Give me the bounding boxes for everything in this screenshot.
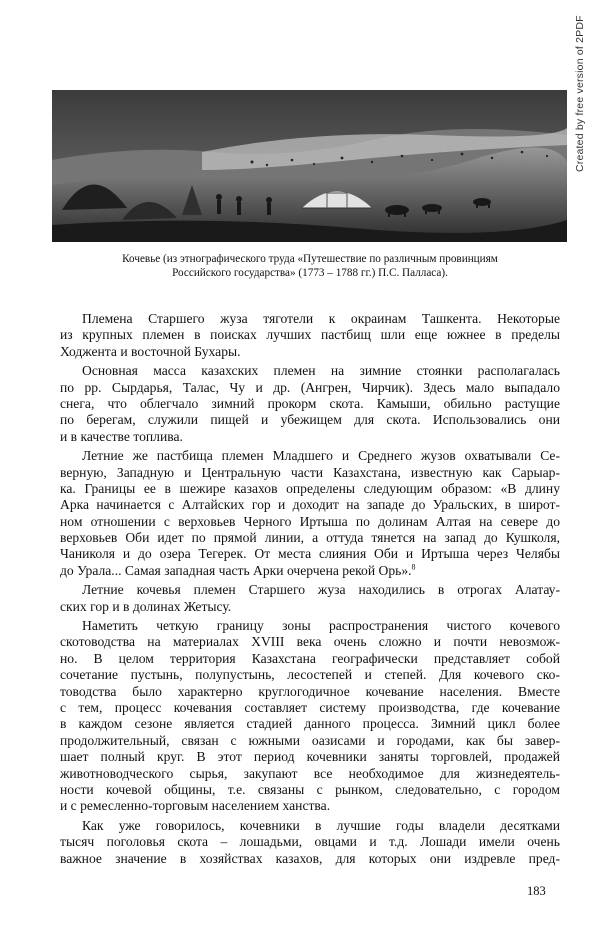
footnote-marker: 8 — [411, 562, 416, 572]
text-line: продолжительный, связан с южными оазисами и городами, как бы завер- — [60, 732, 560, 748]
text-line: животноводческого сырья, закупают все необходимое для жизнедеятель- — [60, 765, 560, 781]
text-line: верную, Западную и Центральную части Казахстана, известную как Сарыар- — [60, 464, 560, 480]
paragraph — [60, 363, 560, 445]
text-line: ка. Границы ее в шежире казахов определены следующим образом: «В длину — [60, 480, 560, 496]
nomad-camp-engraving — [52, 90, 567, 242]
text-line: товодства было характерно круглогодичное кочевание населения. Вместе — [60, 683, 560, 699]
text-line: ном отношении с верховьев Черного Иртыша по долинам Алтая на севере до — [60, 513, 560, 529]
text-line: шает полный круг. В этот период кочевники заняты торговлей, продажей — [60, 749, 560, 765]
text-line: Летние кочевья племен Старшего жуза находились в отрогах Алатау- — [82, 582, 560, 598]
page-number: 183 — [527, 884, 546, 898]
text-line: сочетание пустынь, полупустынь, лесостепей и степей. Для кочевого ско- — [60, 667, 560, 683]
text-line: ских гор и в долинах Жетысу. — [60, 598, 232, 614]
caption-line: Кочевье (из этнографического труда «Путешествие по различным провинциям — [122, 253, 498, 265]
paragraph — [60, 582, 560, 615]
text-line: тысяч поголовья скота – лошадьми, овцами и т.д. Лошади имели очень — [60, 834, 560, 850]
paragraph — [60, 618, 560, 815]
text-line: с тем, процесс кочевания составляет систему производства, где кочевание — [60, 699, 560, 715]
text-line: до Урала... Самая западная часть Арки очерчена рекой Орь».$^8$ — [60, 562, 416, 578]
text-line: по рр. Сырдарья, Талас, Чу и др. (Ангрен, Чирчик). Здесь мало выпадало — [60, 379, 560, 395]
caption-line: Российского государства» (1773 – 1788 гг.) П.С. Палласа). — [172, 267, 448, 279]
text-line: в каждом сезоне является стадией данного процесса. Зимний цикл более — [60, 716, 560, 732]
watermark-text: Created by free version of 2PDF — [574, 15, 586, 172]
text-line: Летние же пастбища племен Младшего и Среднего жузов охватывали Се- — [82, 448, 560, 464]
text-line: Племена Старшего жуза тяготели к окраинам Ташкента. Некоторые — [82, 311, 560, 326]
text-line: Ходжента и восточной Бухары. — [60, 343, 241, 359]
text-line: Арка начинается с Алтайских гор и доходит на западе до Уральских, в широт- — [60, 497, 560, 513]
text-line: но. В целом территория Казахстана географически представляет собой — [60, 650, 560, 666]
text-line: и в качестве топлива. — [60, 428, 183, 444]
text-line: Наметить четкую границу зоны распространения чистого кочевого — [82, 618, 560, 634]
paragraph — [60, 818, 560, 867]
text-line: важное значение в хозяйствах казахов, для которых они издревле пред- — [60, 850, 560, 866]
text-line: Как уже говорилось, кочевники в лучшие годы владели десятками — [82, 817, 560, 833]
body-text — [60, 311, 560, 870]
paragraph — [60, 311, 560, 360]
text-line: ности кочевой общины, т.е. связаны с рынком, следовательно, с городом — [60, 781, 560, 797]
text-line: и с ремесленно-торговым населением ханства. — [60, 798, 331, 814]
text-line: снега, что облегчало зимний прокорм скота. Камыши, обильно растущие — [60, 395, 560, 411]
figure-caption — [70, 252, 550, 280]
text-line: Чаниколя и до озера Тегерек. От места слияния Оби и Иртыша через Челябы — [60, 546, 560, 562]
text-line: по берегам, служили пищей и убежищем для скота. Использовались они — [60, 412, 560, 428]
text-line: Основная масса казахских племен на зимние стоянки располагалась — [82, 363, 560, 379]
text-line: верховьев Оби идет по прямой линии, а оттуда тянется на запад до Кушколя, — [60, 530, 560, 546]
text-line: из крупных племен в поисках лучших пастбищ шли еще южнее в пределы — [60, 327, 560, 343]
text-line: скотоводства на материалах XVIII века очень сложно и почти невозмож- — [60, 634, 560, 650]
paragraph — [60, 448, 560, 579]
